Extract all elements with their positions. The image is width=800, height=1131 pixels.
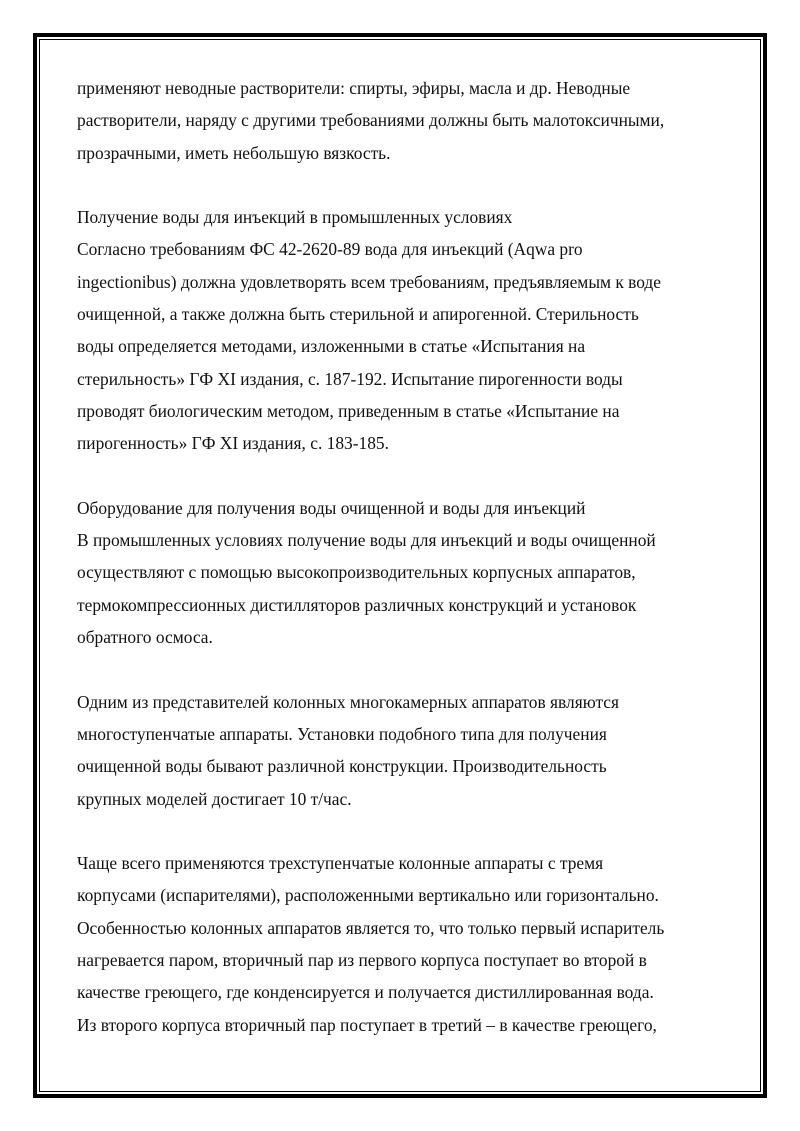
text-line: ingectionibus) должна удовлетворять всем требованиям, предъявляемым к воде: [77, 271, 662, 292]
text-line: термокомпрессионных дистилляторов различных конструкций и установок: [77, 594, 637, 615]
paragraph-equipment: [77, 492, 727, 653]
text-line: растворители, наряду с другими требованиями должны быть малотоксичными,: [77, 110, 665, 131]
paragraph-three-stage-apparatus: [77, 847, 727, 1041]
text-line: очищенной, а также должна быть стерильной и апирогенной. Стерильность: [77, 304, 639, 325]
text-line: В промышленных условиях получение воды для инъекций и воды очищенной: [77, 530, 656, 551]
text-line: качестве греющего, где конденсируется и получается дистиллированная вода.: [77, 982, 654, 1003]
text-line: корпусами (испарителями), расположенными вертикально или горизонтально.: [77, 885, 659, 906]
text-line: Особенностью колонных аппаратов является то, что только первый испаритель: [77, 917, 665, 938]
text-line: Одним из представителей колонных многокамерных аппаратов являются: [77, 691, 620, 712]
text-line: нагревается паром, вторичный пар из первого корпуса поступает во второй в: [77, 950, 647, 971]
text-line: Согласно требованиям ФС 42-2620-89 вода для инъекций (Aqwa pro: [77, 239, 583, 260]
section-heading: Оборудование для получения воды очищенной и воды для инъекций: [77, 497, 586, 518]
text-line: применяют неводные растворители: спирты, эфиры, масла и др. Неводные: [77, 78, 631, 98]
text-line: осуществляют с помощью высокопроизводительных корпусных аппаратов,: [77, 562, 636, 583]
text-line: воды определяется методами, изложенными в статье «Испытания на: [77, 336, 586, 357]
paragraph-water-for-injection: [77, 201, 727, 459]
text-line: многоступенчатые аппараты. Установки подобного типа для получения: [77, 723, 607, 744]
text-line: обратного осмоса.: [77, 627, 213, 648]
section-heading: Получение воды для инъекций в промышленных условиях: [77, 207, 513, 228]
text-line: пирогенность» ГФ XI издания, с. 183-185.: [77, 433, 389, 454]
text-line: проводят биологическим методом, приведенным в статье «Испытание на: [77, 400, 620, 421]
text-line: прозрачными, иметь небольшую вязкость.: [77, 142, 391, 163]
text-line: крупных моделей достигает 10 т/час.: [77, 788, 352, 809]
document-body: [77, 72, 727, 1073]
text-line: Из второго корпуса вторичный пар поступает в третий – в качестве греющего,: [77, 1014, 657, 1035]
text-line: очищенной воды бывают различной конструкции. Производительность: [77, 756, 607, 777]
text-line: стерильность» ГФ XI издания, с. 187-192. Испытание пирогенности воды: [77, 368, 623, 389]
text-line: Чаще всего применяются трехступенчатые колонные аппараты с тремя: [77, 853, 604, 874]
paragraph-column-apparatus: [77, 686, 727, 815]
paragraph-nonaqueous-solvents: [77, 72, 727, 169]
